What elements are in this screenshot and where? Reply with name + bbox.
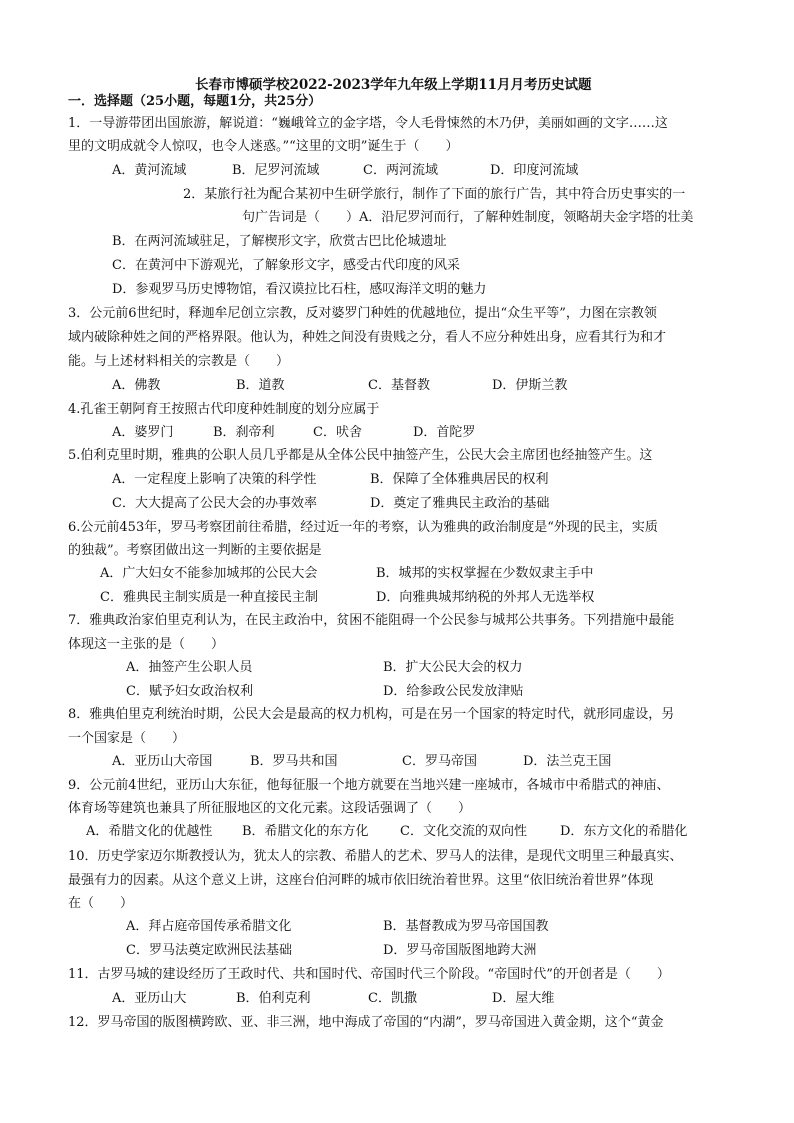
question-11-option-a: A．亚历山大 [112, 991, 187, 1006]
question-10-line-3: 在（ ） [68, 896, 134, 911]
question-6-line-1: 6.公元前453年，罗马考察团前往希腊，经过近一年的考察，认为雅典的政治制度是“外现的民主，实质 [68, 520, 658, 535]
question-2-option-b: B．在两河流域驻足，了解楔形文字，欣赏古巴比伦城遗址 [112, 234, 447, 249]
question-10-option-d: D．罗马帝国版图地跨大洲 [383, 943, 537, 958]
question-3-line-3: 能。与上述材料相关的宗教是（ ） [68, 354, 290, 369]
question-11-line-1: 11．古罗马城的建设经历了王政时代、共和国时代、帝国时代三个阶段。“帝国时代”的开创者是（ ） [68, 967, 670, 982]
question-9-option-a: A．希腊文化的优越性 [86, 824, 213, 839]
question-5-option-b: B．保障了全体雅典居民的权利 [370, 472, 549, 487]
question-3-line-2: 域内破除种姓之间的严格界限。他认为，种姓之间没有贵贱之分，看人不应分种姓出身，应看其行为和才 [68, 330, 667, 345]
question-3-line-1: 3．公元前6世纪时，释迦牟尼创立宗教，反对婆罗门种姓的优越地位，提出“众生平等”，力图在宗教领 [68, 306, 657, 321]
question-7-option-a: A．抽签产生公职人员 [126, 660, 253, 675]
question-2-option-d: D．参观罗马历史博物馆，看汉谟拉比石柱，感叹海洋文明的魅力 [112, 282, 487, 297]
question-8-option-d: D．法兰克王国 [523, 754, 612, 769]
question-12-line-1: 12．罗马帝国的版图横跨欧、亚、非三洲，地中海成了帝国的“内湖”，罗马帝国进入黄金期，这个“黄金 [68, 1015, 664, 1030]
question-10-option-b: B．基督教成为罗马帝国国教 [383, 919, 549, 934]
question-3-option-c: C．基督教 [368, 378, 430, 393]
question-4-option-b: B．刹帝利 [213, 425, 275, 440]
question-11-option-b: B．伯利克利 [236, 991, 311, 1006]
question-4-line-1: 4.孔雀王朝阿育王按照古代印度种姓制度的划分应属于 [68, 402, 380, 417]
question-6-option-d: D．向雅典城邦纳税的外邦人无选举权 [376, 590, 595, 605]
question-1-option-b: B．尼罗河流域 [232, 163, 320, 178]
question-3-option-d: D．伊斯兰教 [492, 378, 568, 393]
question-1-line-2: 里的文明成就令人惊叹，也令人迷惑。”“这里的文明”诞生于（ ） [68, 139, 459, 154]
question-5-option-c: C．大大提高了公民大会的办事效率 [112, 496, 317, 511]
question-10-option-c: C．罗马法奠定欧洲民法基础 [126, 943, 292, 958]
question-5-line-1: 5.伯利克里时期，雅典的公职人员几乎都是从全体公民中抽签产生，公民大会主席团也经抽签产生。这 [68, 448, 653, 463]
question-1-line-1: 1．一导游带团出国旅游，解说道：“巍峨耸立的金字塔，令人毛骨悚然的木乃伊，美丽如画的文字……这 [68, 116, 668, 131]
question-11-option-d: D．屋大维 [492, 991, 555, 1006]
question-10-line-1: 10．历史学家迈尔斯教授认为，犹太人的宗教、希腊人的艺术、罗马人的法律，是现代文明里三种最真实、 [68, 849, 683, 864]
question-5-option-a: A．一定程度上影响了决策的科学性 [112, 472, 317, 487]
question-7-line-2: 体现这一主张的是（ ） [68, 637, 225, 652]
question-6-line-2: 的独裁”。考察团做出这一判断的主要依据是 [68, 543, 322, 558]
question-9-option-c: C．文化交流的双向性 [400, 824, 527, 839]
question-3-option-a: A．佛教 [112, 378, 161, 393]
question-9-line-2: 体育场等建筑也兼具了所征服地区的文化元素。这段话强调了（ ） [68, 801, 472, 816]
question-8-option-c: C．罗马帝国 [402, 754, 477, 769]
question-8-line-2: 一个国家是（ ） [68, 731, 186, 746]
question-10-line-2: 最强有力的因素。从这个意义上讲，这座台伯河畔的城市依旧统治着世界。这里“依旧统治着世界”体现 [68, 873, 654, 888]
question-8-option-b: B．罗马共和国 [250, 754, 338, 769]
question-7-option-c: C．赋予妇女政治权利 [126, 684, 253, 699]
section-heading: 一．选择题（25小题，每题1分，共25分） [68, 94, 322, 109]
question-8-option-a: A．亚历山大帝国 [112, 754, 213, 769]
question-2-option-c: C．在黄河中下游观光，了解象形文字，感受古代印度的风采 [112, 258, 460, 273]
question-7-option-d: D．给参政公民发放津贴 [383, 684, 524, 699]
question-10-option-a: A．拜占庭帝国传承希腊文化 [126, 919, 292, 934]
question-6-option-c: C．雅典民主制实质是一种直接民主制 [100, 590, 318, 605]
question-6-option-a: A．广大妇女不能参加城邦的公民大会 [100, 566, 318, 581]
question-4-option-a: A．婆罗门 [112, 425, 174, 440]
question-1-option-a: A．黄河流域 [112, 163, 187, 178]
question-1-option-d: D．印度河流域 [490, 163, 579, 178]
exam-title: 长春市博硕学校2022-2023学年九年级上学期11月月考历史试题 [195, 77, 592, 93]
question-2-line-2: 句广告词是（ ）A．沿尼罗河而行，了解种姓制度，领略胡夫金字塔的壮美 [242, 210, 694, 225]
question-9-option-b: B．希腊文化的东方化 [242, 824, 369, 839]
question-1-option-c: C．两河流域 [363, 163, 438, 178]
question-7-line-1: 7．雅典政治家伯里克利认为，在民主政治中，贫困不能阻碍一个公民参与城邦公共事务。下列措施中最能 [68, 613, 675, 628]
question-11-option-c: C．凯撒 [368, 991, 417, 1006]
question-6-option-b: B．城邦的实权掌握在少数奴隶主手中 [376, 566, 594, 581]
question-4-option-d: D．首陀罗 [413, 425, 476, 440]
question-5-option-d: D．奠定了雅典民主政治的基础 [370, 496, 550, 511]
question-9-line-1: 9．公元前4世纪，亚历山大东征，他每征服一个地方就要在当地兴建一座城市，各城市中希腊式的神庙、 [68, 778, 670, 793]
question-7-option-b: B．扩大公民大会的权力 [383, 660, 523, 675]
question-4-option-c: C．吠舍 [313, 425, 362, 440]
question-3-option-b: B．道教 [236, 378, 285, 393]
question-9-option-d: D．东方文化的希腊化 [560, 824, 688, 839]
question-8-line-1: 8．雅典伯里克利统治时期，公民大会是最高的权力机构，可是在另一个国家的特定时代，就形同虚设，另 [68, 707, 675, 722]
question-2-line-1: 2．某旅行社为配合某初中生研学旅行，制作了下面的旅行广告，其中符合历史事实的一 [183, 187, 686, 202]
